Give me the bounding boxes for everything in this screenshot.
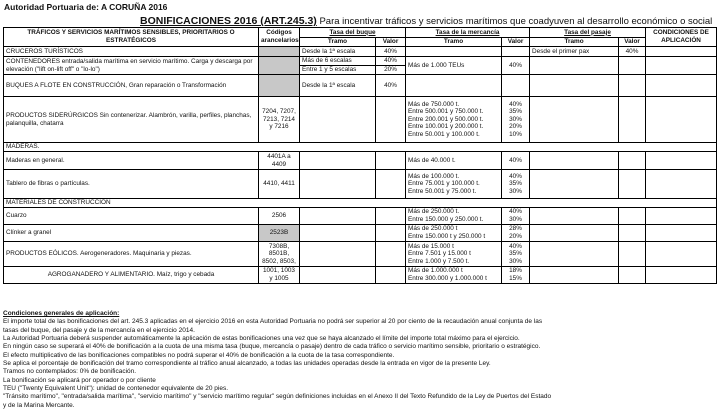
condition-line: En ningún caso se superará el 40% de bonificación a la cuota de una misma tasa (buque, mercancía o pasaje) dentro de cada tráfico o servicio marítimo sensible, prioritario o estratégico. [3,343,541,351]
ps-tramo [530,242,619,267]
bq-tramo [300,208,376,225]
valor-line: 18% [509,267,522,275]
table-row [4,267,717,284]
bq-valor [376,242,406,267]
mc-valor: 40% [502,57,530,75]
bq-tramo [300,225,376,242]
ps-tramo [530,97,619,143]
mc-tramo [406,267,502,284]
tramo-line: Más de 750.000 t. [408,100,460,108]
tramo-line: Entre 100.001 y 200.000 t. [408,123,484,131]
valor-line: 40% [509,100,522,108]
row-name: Tablero de fibras o partículas. [4,170,259,199]
ps-tramo: Desde el primer pax [530,47,619,57]
mc-valor [502,242,530,267]
tramo-line: Entre 500.001 y 750.000 t. [408,108,484,116]
mc-tramo [406,242,502,267]
valor-line: 20% [509,233,522,240]
row-name: CONTENEDORES entrada/salida marítima en servicio marítimo. Carga y descarga por elevación ("lift on-lift off" o "lo-lo") [4,57,259,75]
bq-tramo [300,170,376,199]
valor-line: 35% [509,180,522,188]
mc-valor [502,170,530,199]
bq-tramo [300,242,376,267]
bq-valor: 40% [376,57,406,66]
header-tramo: Tramo [530,38,619,47]
valor-line: 35% [509,250,522,258]
mc-tramo [406,225,502,242]
condition-line: El efecto multiplicativo de las bonificaciones compatibles no podrá superar el 40% de bonificación a la cuota de la tasa correspondiente. [3,351,395,359]
ps-valor [619,97,646,143]
section-row [4,143,717,152]
bq-tramo [300,97,376,143]
mc-valor [502,75,530,97]
codes-cell: 7308B, 8501B, 8502, 8503, [259,242,300,267]
ps-valor [619,242,646,267]
condition-line: tasas del buque, del pasaje y de la mercancía en el ejercicio 2014. [3,326,195,334]
codes-cell: 7204, 7207, 7213, 7214 y 7216 [259,97,300,143]
ps-valor [619,208,646,225]
mc-tramo: Más de 40.000 t. [406,152,502,170]
ps-tramo [530,267,619,284]
condition-line: "Tránsito marítimo", "entrada/salida marítima", "servicio marítimo" y "servicio marítimo regular" según definiciones incluidas en el Anexo II del Texto Refundido de la Ley de Puertos del Estado [3,393,552,401]
mc-valor [502,47,530,57]
tramo-line: Entre 75.001 y 100.000 t. [408,180,480,188]
condiciones-cell [646,242,717,267]
tramo-line: Más de 100.000 t. [408,172,460,180]
bq-valor: 40% [376,47,406,57]
tramo-line: Más de 250.000 t [408,225,458,233]
codes-cell: 4401A a 4409 [259,152,300,170]
page-title [140,15,712,27]
condition-line: La Autoridad Portuaria deberá suspender automáticamente la aplicación de estas bonificaciones una vez que se haya alcanzado el límite del importe total máximo para el ejercicio. [3,335,520,343]
valor-line: 40% [509,172,522,180]
tramo-line: Entre 150.000 t y 250.000 t [408,233,486,240]
ps-valor [619,152,646,170]
row-name: Clínker a granel [4,225,259,242]
tramo-line: Entre 50.001 y 100.000 t. [408,130,480,138]
bq-valor: 20% [376,66,406,75]
ps-tramo [530,152,619,170]
codes-cell [259,75,300,97]
condiciones-cell [646,57,717,75]
mc-tramo [406,170,502,199]
section-title: MATERIALES DE CONSTRUCCIÓN [4,199,717,208]
codes-cell: 2506 [259,208,300,225]
ps-tramo [530,208,619,225]
ps-tramo [530,75,619,97]
table-row [4,225,717,242]
valor-line: 20% [509,123,522,131]
condiciones-cell [646,225,717,242]
header-tasa-buque: Tasa del buque [300,28,406,38]
condition-line: Tramos no contemplados: 0% de bonificación. [3,368,137,376]
mc-tramo [406,208,502,225]
header-valor: Valor [502,38,530,47]
bq-tramo: Entre 1 y 5 escalas [300,66,376,75]
ps-valor [619,57,646,75]
mc-valor [502,267,530,284]
codes-cell [259,47,300,57]
mc-tramo [406,75,502,97]
header-tasa-pasaje: Tasa del pasaje [530,28,646,38]
mc-valor [502,225,530,242]
mc-tramo [406,97,502,143]
ps-valor: 40% [619,47,646,57]
tramo-line: Más de 1.000.000 t [408,267,463,275]
table-row [4,97,717,143]
header-tasa-mercancia: Tasa de la mercancía [406,28,530,38]
mc-tramo [406,47,502,57]
ps-valor [619,170,646,199]
valor-line: 28% [509,225,522,233]
table-row [4,208,717,225]
condiciones-cell [646,170,717,199]
bq-valor [376,152,406,170]
condition-line: La bonificación se aplicará por operador o por cliente [3,376,156,384]
header-valor: Valor [619,38,646,47]
bq-tramo [300,267,376,284]
row-name: Maderas en general. [4,152,259,170]
codes-cell: 4410, 4411 [259,170,300,199]
authority-heading: Autoridad Portuaria de: A CORUÑA 2016 [4,2,168,12]
row-name: PRODUCTOS SIDERÚRGICOS Sin contenerizar. Alambrón, varilla, perfiles, planchas, palanquilla, chatarra [4,97,259,143]
table-row [4,170,717,199]
bq-tramo: Desde la 1ª escala [300,47,376,57]
valor-line: 30% [509,187,522,195]
bq-valor [376,225,406,242]
condiciones-cell [646,152,717,170]
valor-line: 30% [509,257,522,265]
mc-valor [502,208,530,225]
tramo-line: Más de 250.000 t. [408,208,460,216]
valor-line: 35% [509,108,522,116]
condition-line: Se aplica el porcentaje de bonificación del tramo correspondiente al tráfico anual alcanzado, a todas las unidades operadas desde la entrada en vigor de la presente Ley. [3,360,491,368]
tramo-line: Entre 7.501 y 15.000 t [408,250,471,258]
bq-valor [376,97,406,143]
valor-line: 30% [509,216,522,223]
mc-tramo: Más de 1.000 TEUs [406,57,502,75]
header-valor: Valor [376,38,406,47]
row-name: Cuarzo [4,208,259,225]
section-row [4,199,717,208]
ps-valor [619,225,646,242]
valor-line: 40% [509,208,522,216]
condition-line: TEU ("Twenty Equivalent Unit"): unidad de contenedor equivalente de 20 pies. [3,385,229,393]
table-row [4,57,717,66]
row-name: PRODUCTOS EÓLICOS. Aerogeneradores. Maquinaria y piezas. [4,242,259,267]
tramo-line: Entre 300.000 y 1.000.000 t [408,275,487,282]
condiciones-cell [646,75,717,97]
ps-tramo [530,225,619,242]
tramo-line: Entre 50.001 y 75.000 t. [408,187,477,195]
valor-line: 30% [509,115,522,123]
table-row [4,242,717,267]
title-rest: Para incentivar tráficos y servicios marítimos que coadyuven al desarrollo económico o social [316,16,713,27]
condiciones-cell [646,47,717,57]
title-bold: BONIFICACIONES 2016 (ART.245.3) [140,15,317,27]
ps-tramo [530,57,619,75]
conditions-title: Condiciones generales de aplicación: [3,310,120,317]
condiciones-cell [646,97,717,143]
condition-line: y de la Marina Mercante. [3,401,75,409]
mc-valor: 40% [502,152,530,170]
conditions-block [3,310,717,410]
section-title: MADERAS. [4,143,717,152]
condiciones-cell [646,267,717,284]
table-row [4,152,717,170]
row-name: BUQUES A FLOTE EN CONSTRUCCIÓN, Gran reparación o Transformación [4,75,259,97]
header-condiciones: CONDICIONES DE APLICACIÓN [646,28,717,47]
bq-valor [376,208,406,225]
header-codigos: Códigos arancelarios [259,28,300,47]
table-row [4,75,717,97]
mc-valor [502,97,530,143]
tramo-line: Entre 150.000 y 250.000 t. [408,216,484,223]
bonificaciones-table [3,27,717,284]
codes-cell: 2523B [259,225,300,242]
header-traficos: TRÁFICOS Y SERVICIOS MARÍTIMOS SENSIBLES, PRIORITARIOS O ESTRATÉGICOS [4,28,259,47]
codes-cell [259,57,300,75]
ps-valor [619,75,646,97]
bq-tramo: Desde la 1ª escala [300,75,376,97]
tramo-line: Entre 200.001 y 500.000 t. [408,115,484,123]
bq-valor: 40% [376,75,406,97]
bq-tramo: Más de 6 escalas [300,57,376,66]
codes-cell: 1001, 1003 y 1005 [259,267,300,284]
bq-valor [376,170,406,199]
tramo-line: Más de 15.000 t [408,242,454,250]
valor-line: 15% [509,275,522,282]
ps-tramo [530,170,619,199]
valor-line: 40% [509,242,522,250]
header-tramo: Tramo [406,38,502,47]
row-name: AGROGANADERO Y ALIMENTARIO. Maíz, trigo y cebada [4,267,259,284]
bq-tramo [300,152,376,170]
condiciones-cell [646,208,717,225]
row-name: CRUCEROS TURÍSTICOS [4,47,259,57]
ps-valor [619,267,646,284]
tramo-line: Entre 1.000 y 7.500 t. [408,257,470,265]
header-tramo: Tramo [300,38,376,47]
condition-line: El importe total de las bonificaciones del art. 245.3 aplicadas en el ejercicio 2016 en esta Autoridad Portuaria no podrá ser superior al 20 por ciento de la recaudación anual conjunta de las [3,318,543,326]
valor-line: 10% [509,130,522,138]
table-row [4,47,717,57]
bq-valor [376,267,406,284]
